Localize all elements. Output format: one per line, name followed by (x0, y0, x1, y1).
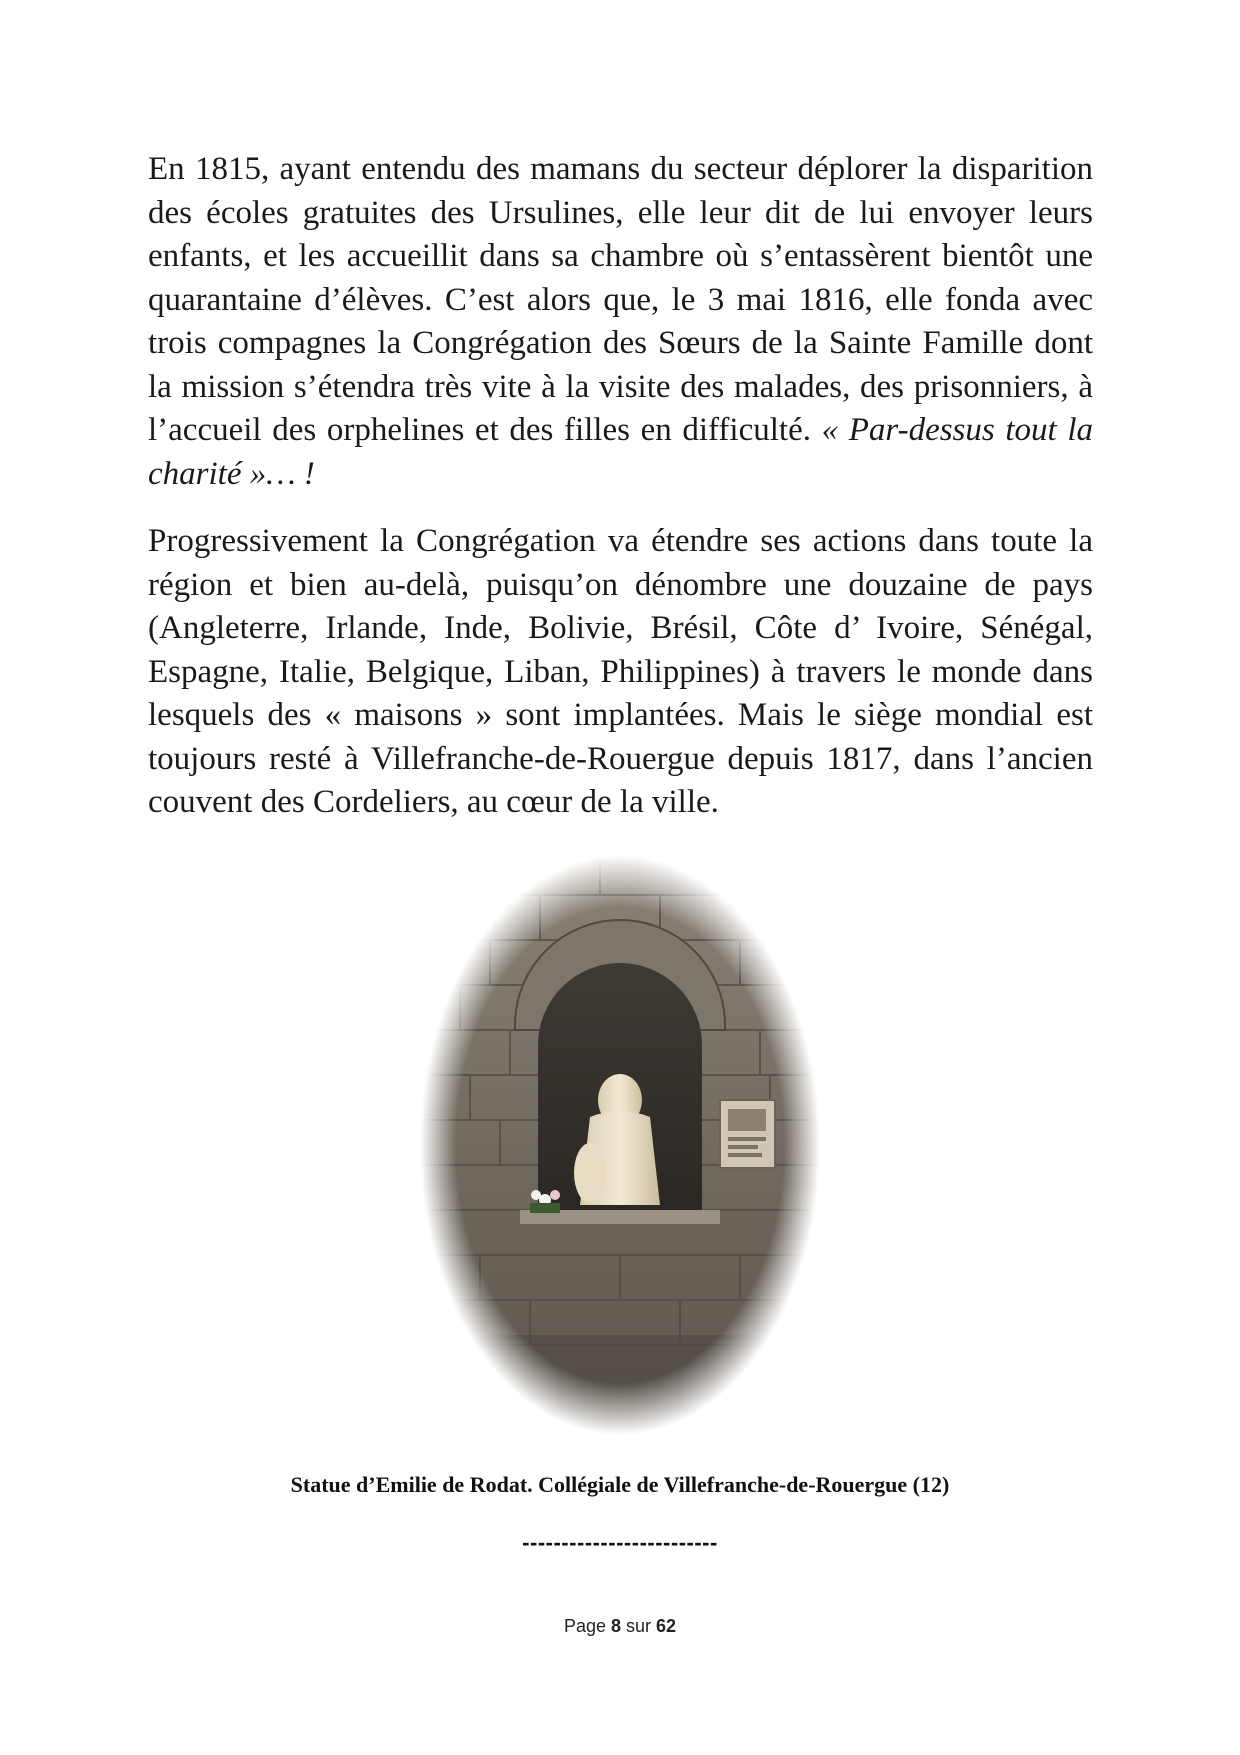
photo-caption: Statue d’Emilie de Rodat. Collégiale de Villefranche-de-Rouergue (12) (290, 1472, 950, 1497)
footer-prefix: Page (563, 1616, 611, 1636)
paragraph-1-text: En 1815, ayant entendu des mamans du secteur déplorer la disparition des écoles gratuites des Ursulines, elle leur dit de lui envoyer leurs enfants, et les accueillit dans sa chambre où s’entassèrent bientôt une quarantaine d’élèves. C’est alors que, le 3 mai 1816, elle fonda avec trois compagnes la Congrégation des Sœurs de la Sainte Famille dont la mission s’étendra très vite à la visite des malades, des prisonniers, à l’accueil des orphelines et des filles en difficulté. (148, 151, 1093, 448)
footer-middle: sur (621, 1616, 657, 1636)
section-separator: ------------------------- (522, 1530, 718, 1555)
statue-photo-illustration (420, 855, 820, 1435)
paragraph-1 (148, 148, 1093, 496)
footer-current-page: 8 (610, 1616, 621, 1636)
statue-photo (420, 855, 820, 1435)
footer-total-pages: 62 (656, 1616, 677, 1636)
paragraph-2: Progressivement la Congrégation va étendre ses actions dans toute la région et bien au-delà, puisqu’on dénombre une douzaine de pays (Angleterre, Irlande, Inde, Bolivie, Brésil, Côte d’ Ivoire, Sénégal, Espagne, Italie, Belgique, Liban, Philippines) à travers le monde dans lesquels des « maisons » sont implantées. Mais le siège mondial est toujours resté à Villefranche-de-Rouergue depuis 1817, dans l’ancien couvent des Cordeliers, au cœur de la ville. (148, 523, 1093, 820)
paragraph-1-quote: « Par-dessus tout la charité »… ! (148, 412, 1094, 492)
page-footer (0, 1616, 1240, 1637)
